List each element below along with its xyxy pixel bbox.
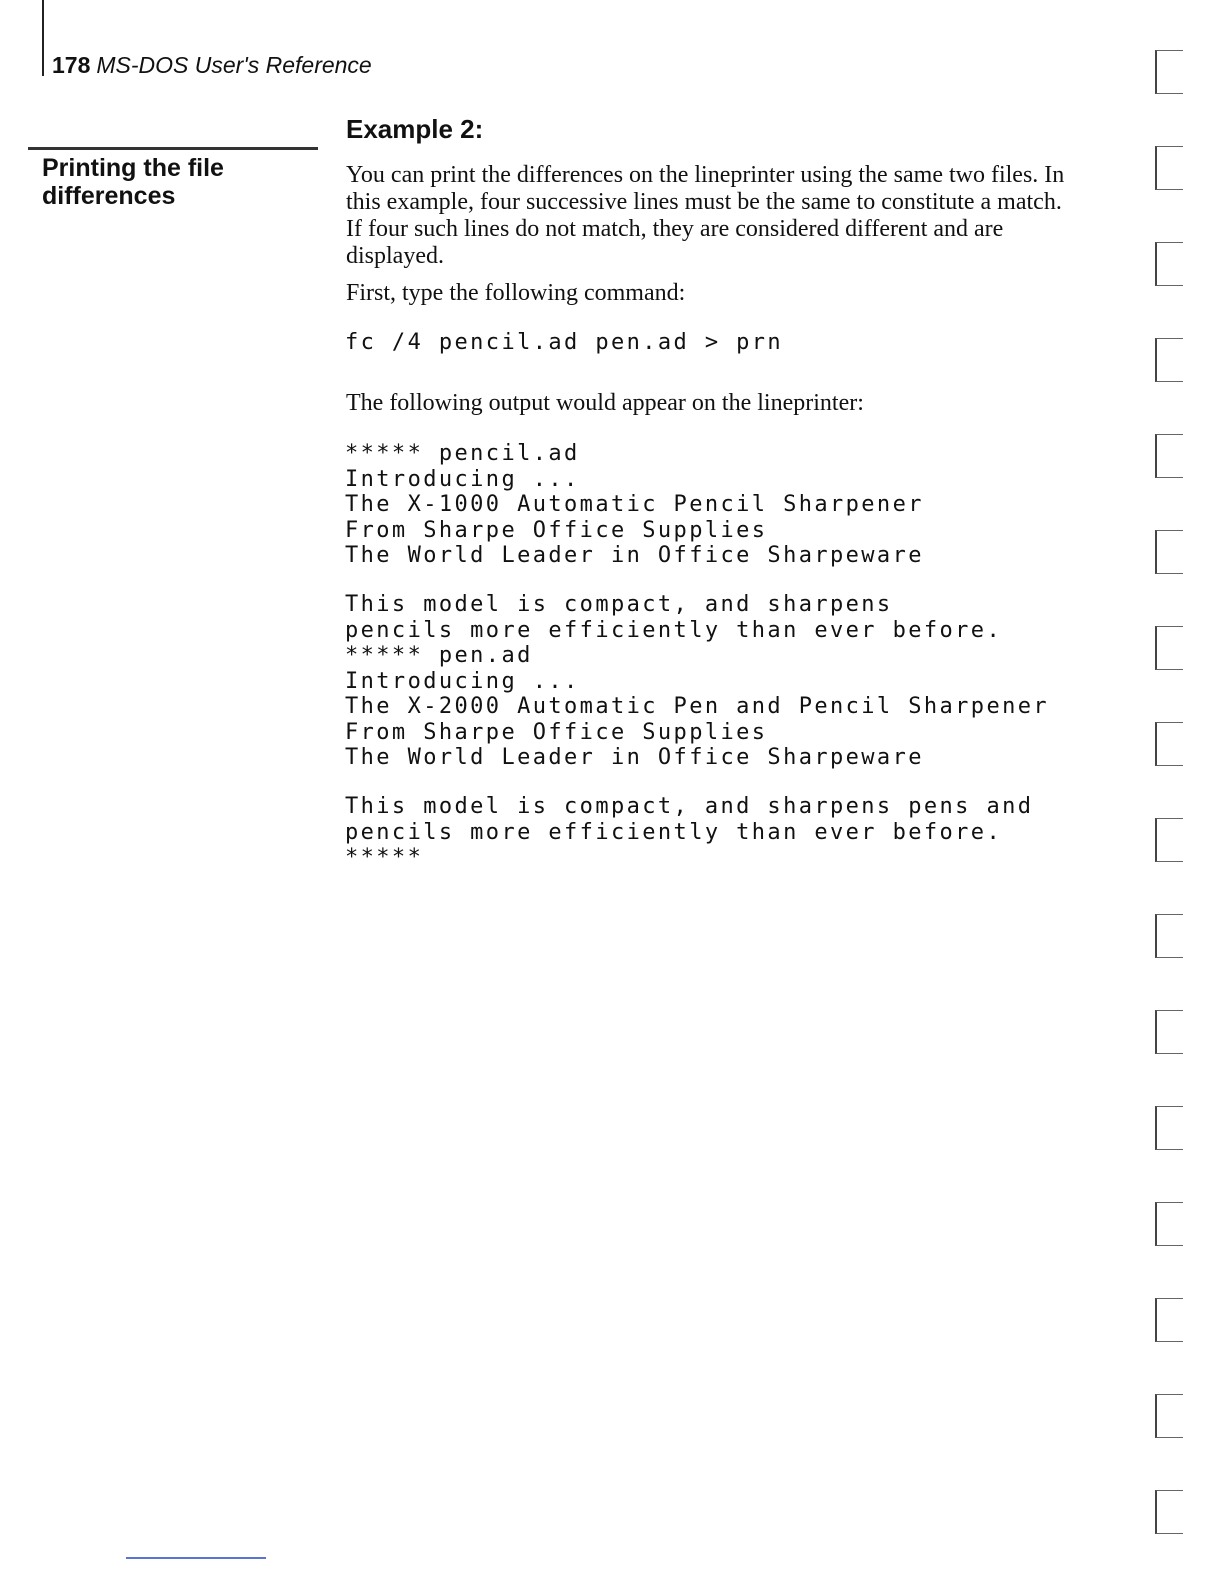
paragraph-intro: You can print the differences on the lineprinter using the same two files. In this example, four successive lines must be the same to constitute a match. If four such lines do not match, they are considered different and are displayed.: [346, 162, 1065, 269]
index-tab-marker: [1155, 338, 1183, 382]
index-tab-marker: [1155, 914, 1183, 958]
output-block-end: This model is compact, and sharpens pens and pencils more efficiently than ever before. *****: [345, 794, 1034, 870]
index-tab-marker: [1155, 1202, 1183, 1246]
header-rule: [42, 0, 44, 76]
output-block-pencil: ***** pencil.ad Introducing ... The X-1000 Automatic Pencil Sharpener From Sharpe Office Supplies The World Leader in Office Sharpeware: [345, 441, 924, 568]
page-number: 178: [52, 52, 91, 78]
index-tab-marker: [1155, 146, 1183, 190]
index-tab-marker: [1155, 530, 1183, 574]
paragraph-instruction: First, type the following command:: [346, 280, 686, 306]
index-tab-marker: [1155, 626, 1183, 670]
sidebar-rule: [28, 147, 318, 150]
index-tab-marker: [1155, 722, 1183, 766]
output-block-pen: This model is compact, and sharpens pencils more efficiently than ever before. ***** pen.ad Introducing ... The X-2000 Automatic Pen and Pencil Sharpener From Sharpe Office Supplies The World Leader in Office Sharpeware: [345, 592, 1050, 770]
sidebar-heading: Printing the file differences: [42, 154, 224, 210]
index-tab-marker: [1155, 1106, 1183, 1150]
paragraph-output-intro: The following output would appear on the lineprinter:: [346, 390, 864, 416]
index-tab-marker: [1155, 818, 1183, 862]
index-tab-marker: [1155, 1490, 1183, 1534]
page-header: [52, 52, 372, 79]
index-tab-marker: [1155, 1394, 1183, 1438]
index-tab-marker: [1155, 50, 1183, 94]
index-tab-marker: [1155, 242, 1183, 286]
index-tab-marker: [1155, 1298, 1183, 1342]
example-heading: Example 2:: [346, 114, 484, 144]
bottom-rule: [126, 1557, 266, 1559]
command-line: fc /4 pencil.ad pen.ad > prn: [345, 330, 784, 355]
running-title: MS-DOS User's Reference: [96, 52, 372, 78]
index-tab-marker: [1155, 1010, 1183, 1054]
index-tab-marker: [1155, 434, 1183, 478]
